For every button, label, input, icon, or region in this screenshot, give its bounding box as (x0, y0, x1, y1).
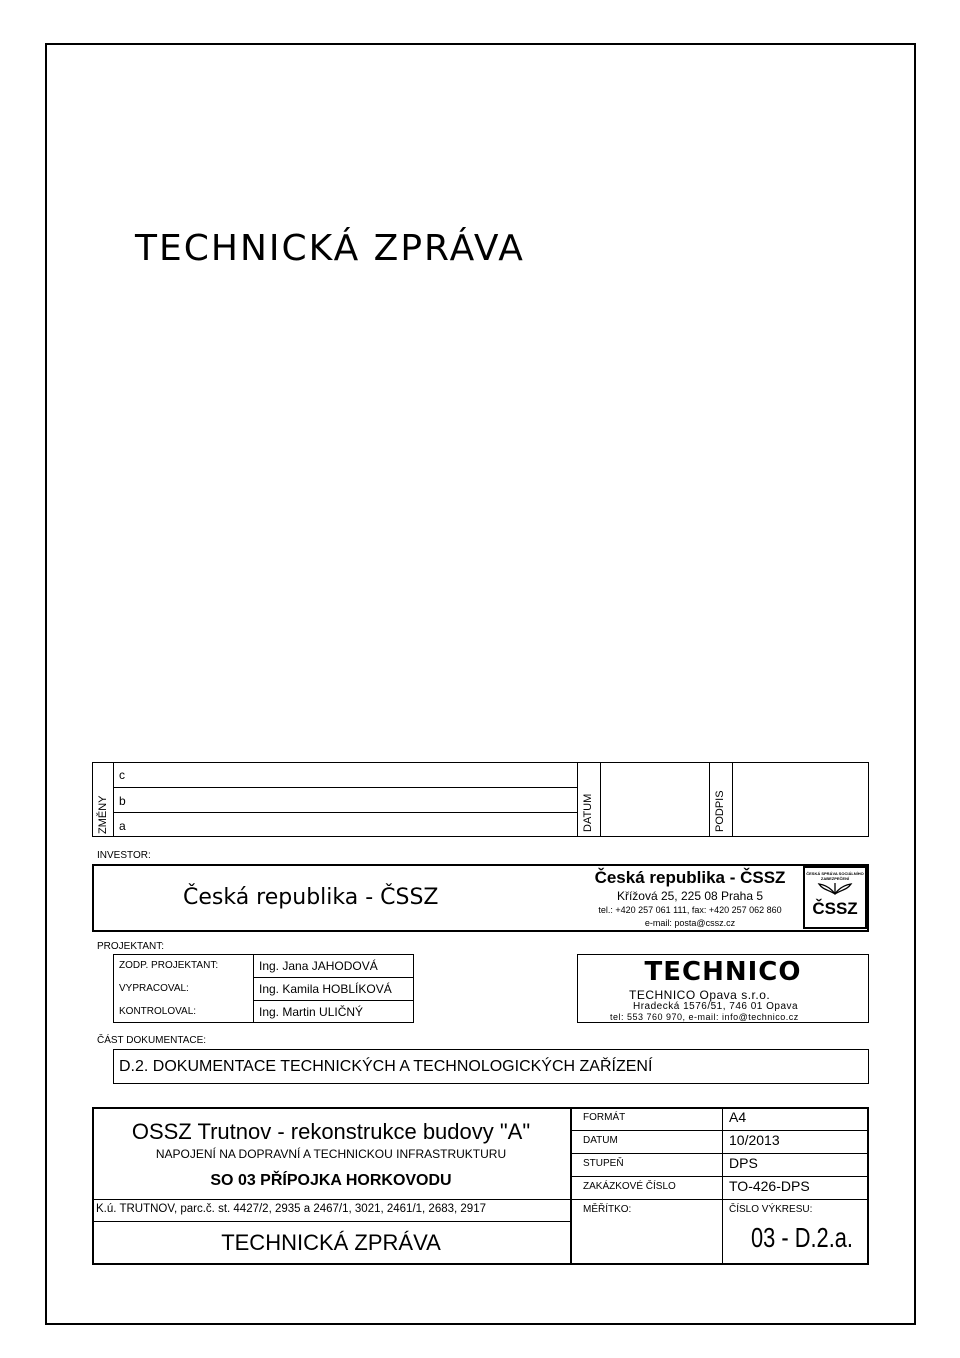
document-title: TECHNICKÁ ZPRÁVA (135, 228, 525, 269)
cssz-logo-big: ČSSZ (812, 899, 858, 918)
doc-title: TECHNICKÁ ZPRÁVA (221, 1230, 441, 1255)
project-subtitle: NAPOJENÍ NA DOPRAVNÍ A TECHNICKOU INFRASTRUKTURU (155, 1147, 507, 1161)
cssz-logo (803, 866, 867, 929)
cislo-vykresu-label: ČÍSLO VÝKRESU: (729, 1204, 813, 1215)
revision-col-datum: DATUM (582, 793, 594, 832)
project-name: OSSZ Trutnov - rekonstrukce budovy "A" (131, 1119, 531, 1144)
revision-row-b: b (119, 794, 126, 808)
technico-name: TECHNICO Opava s.r.o. (629, 988, 771, 1002)
technico-address: Hradecká 1576/51, 746 01 Opava (633, 1001, 799, 1012)
field-format-value: A4 (729, 1109, 747, 1125)
investor-email: e-mail: posta@cssz.cz (644, 918, 736, 928)
role-zodp: ZODP. PROJEKTANT: (119, 960, 219, 971)
leaf-icon (815, 881, 855, 895)
revision-col-zmeny: ZMĚNY (97, 795, 109, 834)
role-vypracoval: VYPRACOVAL: (119, 983, 189, 994)
projektant-label: PROJEKTANT: (97, 941, 165, 952)
field-stupen-value: DPS (729, 1155, 758, 1171)
name-vypracoval: Ing. Kamila HOBLÍKOVÁ (259, 982, 392, 996)
field-zakazka-label: ZAKÁZKOVÉ ČÍSLO (583, 1181, 676, 1192)
field-format-label: FORMÁT (583, 1112, 626, 1123)
name-kontroloval: Ing. Martin ULIČNÝ (259, 1005, 364, 1019)
cast-value: D.2. DOKUMENTACE TECHNICKÝCH A TECHNOLOGICKÝCH ZAŘÍZENÍ (119, 1058, 653, 1075)
investor-address: Křížová 25, 225 08 Praha 5 (616, 889, 764, 903)
cislo-vykresu-value: 03 - D.2.a. (751, 1222, 853, 1253)
technico-contact: tel: 553 760 970, e-mail: info@technico.cz (610, 1012, 799, 1022)
investor-contact-title: Česká republika - ČSSZ (594, 868, 786, 887)
revision-row-c: c (119, 768, 125, 782)
field-datum-label: DATUM (583, 1135, 618, 1146)
field-zakazka-value: TO-426-DPS (729, 1178, 810, 1194)
technico-logo: TECHNICO (644, 957, 802, 987)
meritko-label: MĚŘÍTKO: (583, 1204, 632, 1215)
revision-col-podpis: PODPIS (714, 790, 726, 832)
field-stupen-label: STUPEŇ (583, 1158, 624, 1169)
field-datum-value: 10/2013 (729, 1132, 780, 1148)
revision-row-a: a (119, 819, 126, 833)
investor-phone: tel.: +420 257 061 111, fax: +420 257 062 860 (598, 905, 782, 915)
cssz-logo-small: ČESKÁ SPRÁVA SOCIÁLNÍHO ZABEZPEČENÍ (806, 871, 864, 881)
revision-table (92, 762, 869, 837)
name-zodp: Ing. Jana JAHODOVÁ (259, 959, 378, 973)
investor-label: INVESTOR: (97, 850, 151, 861)
investor-name: Česká republika - ČSSZ (183, 885, 439, 910)
role-kontroloval: KONTROLOVAL: (119, 1006, 197, 1017)
parcel-info: K.ú. TRUTNOV, parc.č. st. 4427/2, 2935 a 2467/1, 3021, 2461/1, 2683, 2917 (96, 1203, 486, 1215)
object-name: SO 03 PŘÍPOJKA HORKOVODU (210, 1172, 452, 1189)
cast-label: ČÁST DOKUMENTACE: (97, 1035, 207, 1046)
